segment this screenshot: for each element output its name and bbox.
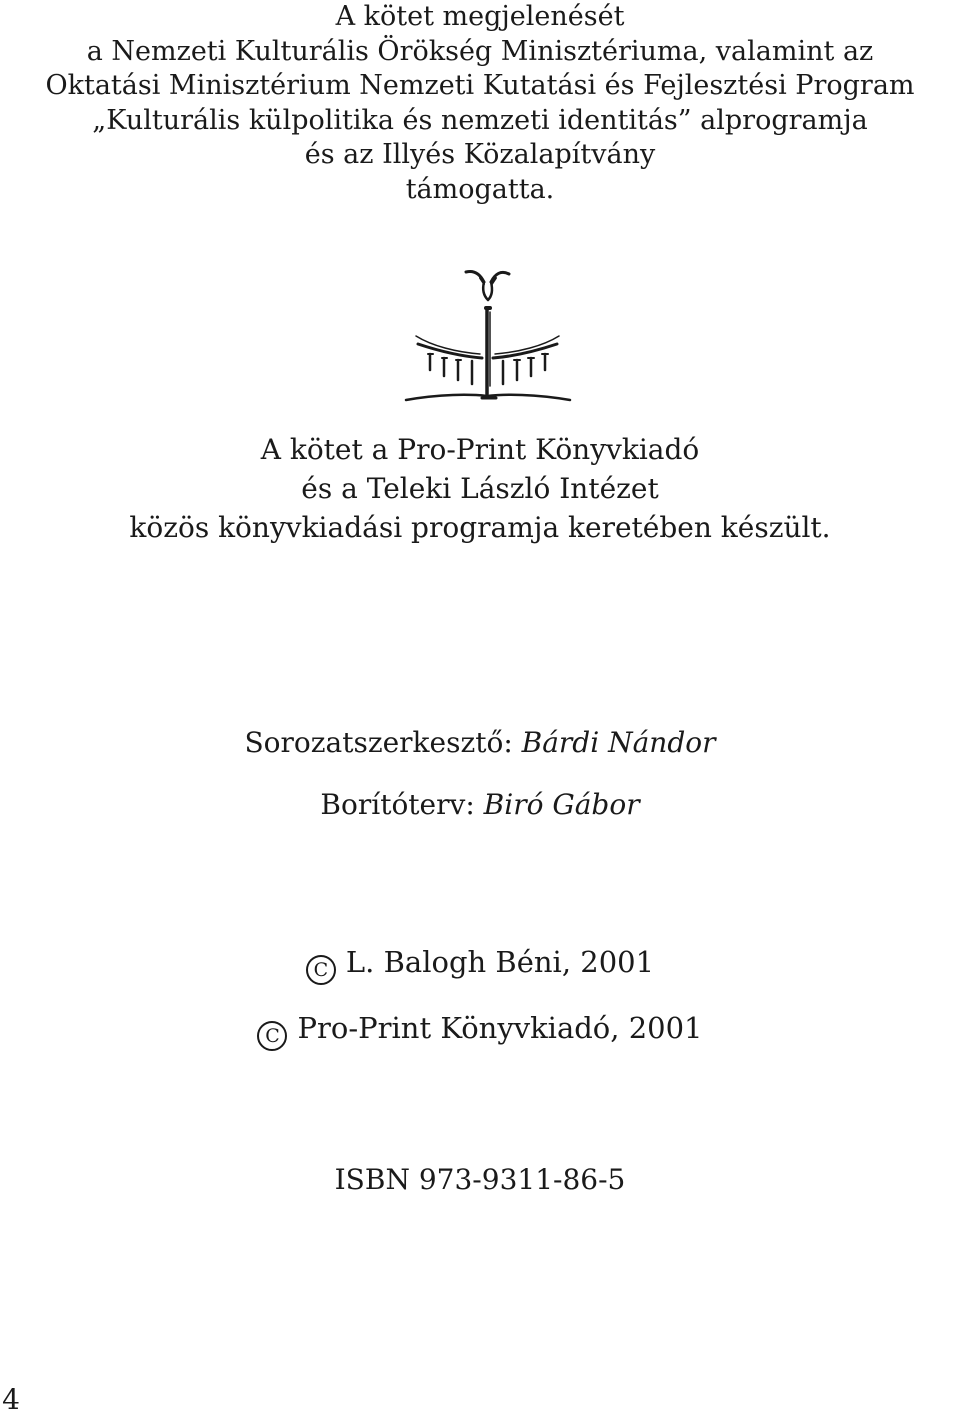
author-copyright-text: L. Balogh Béni, 2001 xyxy=(345,945,655,979)
publisher-line: és a Teleki László Intézet xyxy=(301,472,659,505)
support-line: „Kulturális külpolitika és nemzeti identitás” alprogramja xyxy=(92,104,868,136)
page-number: 4 xyxy=(2,1383,20,1416)
author-copyright xyxy=(0,943,960,985)
series-editor-label: Sorozatszerkesztő: xyxy=(244,726,522,759)
credits xyxy=(0,725,960,823)
publisher-line: közös könyvkiadási programja keretében készült. xyxy=(129,511,831,544)
support-statement xyxy=(0,0,960,207)
support-line: és az Illyés Közalapítvány xyxy=(304,139,656,170)
series-editor-name: Bárdi Nándor xyxy=(521,726,716,759)
cover-design-credit xyxy=(0,787,960,823)
publisher-line: A kötet a Pro-Print Könyvkiadó xyxy=(260,433,700,466)
copyright-icon: C xyxy=(306,955,336,985)
cover-design-label: Borítóterv: xyxy=(320,788,484,821)
publisher-logo-icon xyxy=(400,266,575,412)
isbn-text: ISBN 973-9311-86-5 xyxy=(334,1163,626,1196)
support-line: A kötet megjelenését xyxy=(335,1,625,32)
publisher-copyright-text: Pro-Print Könyvkiadó, 2001 xyxy=(297,1011,703,1045)
support-line: Oktatási Minisztérium Nemzeti Kutatási és Fejlesztési Program xyxy=(45,70,915,101)
support-line: a Nemzeti Kulturális Örökség Minisztériuma, valamint az xyxy=(86,35,874,67)
cover-designer-name: Biró Gábor xyxy=(483,788,640,821)
publisher-note xyxy=(0,430,960,547)
series-editor-credit xyxy=(0,725,960,761)
copyright-notices xyxy=(0,943,960,1051)
publisher-copyright xyxy=(0,1009,960,1051)
isbn xyxy=(0,1162,960,1198)
support-line: támogatta. xyxy=(405,173,555,205)
copyright-icon: C xyxy=(257,1021,287,1051)
